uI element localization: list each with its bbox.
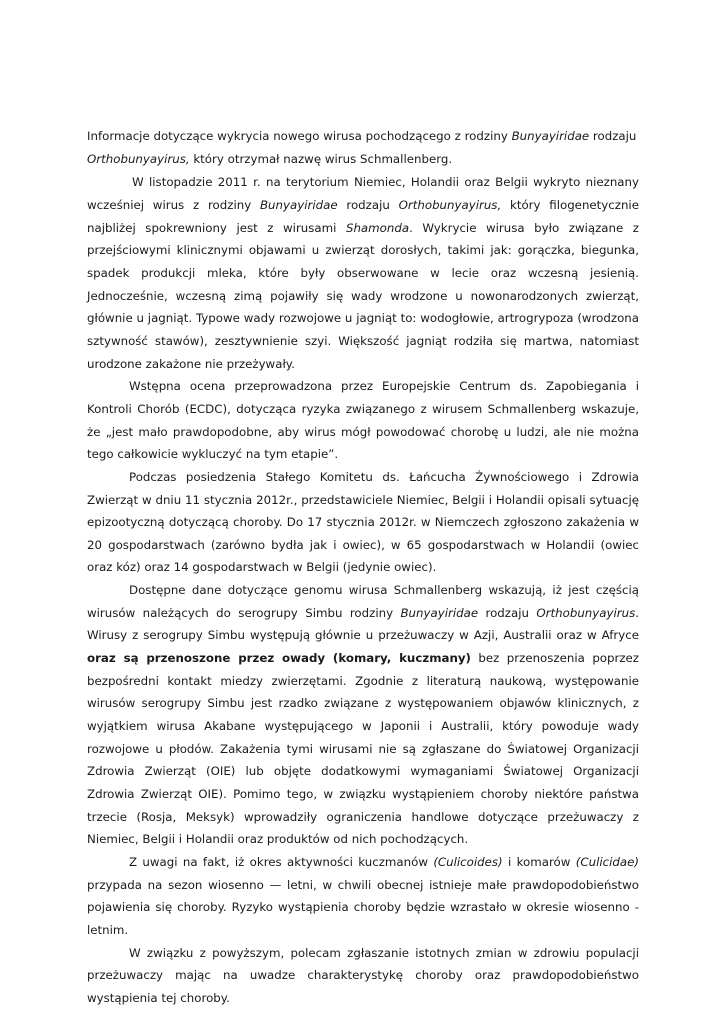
paragraph-committee: Podczas posiedzenia Stałego Komitetu ds. Łańcucha Żywnościowego i Zdrowia Zwierząt w dniu 11 stycznia 2012r., przedstawiciele Niemiec, Belgii i Holandii opisali sytuację epizootyczną dotyczącą choroby. Do 17 stycznia 2012r. w Niemczech zgłoszono zakażenia w 20 gospodarstwach (zarówno bydła jak i owiec), w 65 gospodarstwach w Holandii (owiec oraz kóz) oraz 14 gospodarstwach w Belgii (jedynie owiec). [87,469,639,575]
paragraph-ecdc: Wstępna ocena przeprowadzona przez Europejskie Centrum ds. Zapobiegania i Kontroli Chorób (ECDC), dotycząca ryzyka związanego z wirusem Schmallenberg wskazuje, że „jest mało prawdopodobne, aby wirus mógł powodować chorobę u ludzi, ale nie można tego całkowicie wykluczyć na tym etapie”. [87,379,639,462]
bold-vectors-text: oraz są przenoszone przez owady (komary, kuczmany) [87,651,471,666]
paragraph-season: Z uwagi na fakt, iż okres aktywności kuczmanów (Culicoides) i komarów (Culicidae) przypada na sezon wiosenno — letni, w chwili obecnej istnieje małe prawdopodobieństwo pojawienia się choroby. Ryzyko wystąpienia choroby będzie wzrastało w okresie wiosenno - letnim. [87,855,639,937]
document-title: Informacje dotyczące wykrycia nowego wirusa pochodzącego z rodziny Bunyayiridae rodzaju Orthobunyayirus, który otrzymał nazwę wirus Schmallenberg. [87,129,637,166]
paragraph-recommendation: W związku z powyższym, polecam zgłaszanie istotnych zmian w zdrowiu populacji przeżuwaczy mając na uwadze charakterystykę choroby oraz prawdopodobieństwo wystąpienia tej choroby. [87,945,639,1005]
paragraph-genome: Dostępne dane dotyczące genomu wirusa Schmallenberg wskazują, iż jest częścią wirusów należących do serogrupy Simbu rodziny Bunyayiridae rodzaju Orthobunyayirus. Wirusy z serogrupy Simbu występują głównie u przeżuwaczy w Azji, Australii oraz w Afryce oraz są przenoszone przez owady (komary, kuczmany) bez przenoszenia poprzez bezpośredni kontakt miedzy zwierzętami. Zgodnie z literaturą naukową, występowanie wirusów serogrupy Simbu jest rzadko związane z występowaniem objawów klinicznych, z wyjątkiem wirusa Akabane występującego w Japonii i Australii, który powoduje wady rozwojowe u płodów. Zakażenia tymi wirusami nie są zgłaszane do Światowej Organizacji Zdrowia Zwierząt (OIE) lub objęte dodatkowymi wymaganiami Światowej Organizacji Zdrowia Zwierząt OIE). Pomimo tego, w związku wystąpieniem choroby niektóre państwa trzecie (Rosja, Meksyk) wprowadziły ograniczenia handlowe dotyczące przeżuwaczy z Niemiec, Belgii i Holandii oraz produktów od nich pochodzących. [87,583,639,847]
paragraph-outbreak: W listopadzie 2011 r. na terytorium Niemiec, Holandii oraz Belgii wykryto nieznany wcześniej wirus z rodziny Bunyayiridae rodzaju Orthobunyayirus, który filogenetycznie najbliżej spokrewniony jest z wirusami Shamonda. Wykrycie wirusa było związane z przejściowymi klinicznymi objawami u zwierząt dorosłych, takimi jak: gorączka, biegunka, spadek produkcji mleka, które były obserwowane w lecie oraz wczesną jesienią. Jednocześnie, wczesną zimą pojawiły się wady wrodzone u nowonarodzonych zwierząt, głównie u jagniąt. Typowe wady rozwojowe u jagniąt to: wodogłowie, artrogrypoza (wrodzona sztywność stawów), zesztywnienie szyi. Większość jagniąt rodziła się martwa, natomiast urodzone zakażone nie przeżywały. [87,175,639,371]
document-page [87,125,639,1010]
